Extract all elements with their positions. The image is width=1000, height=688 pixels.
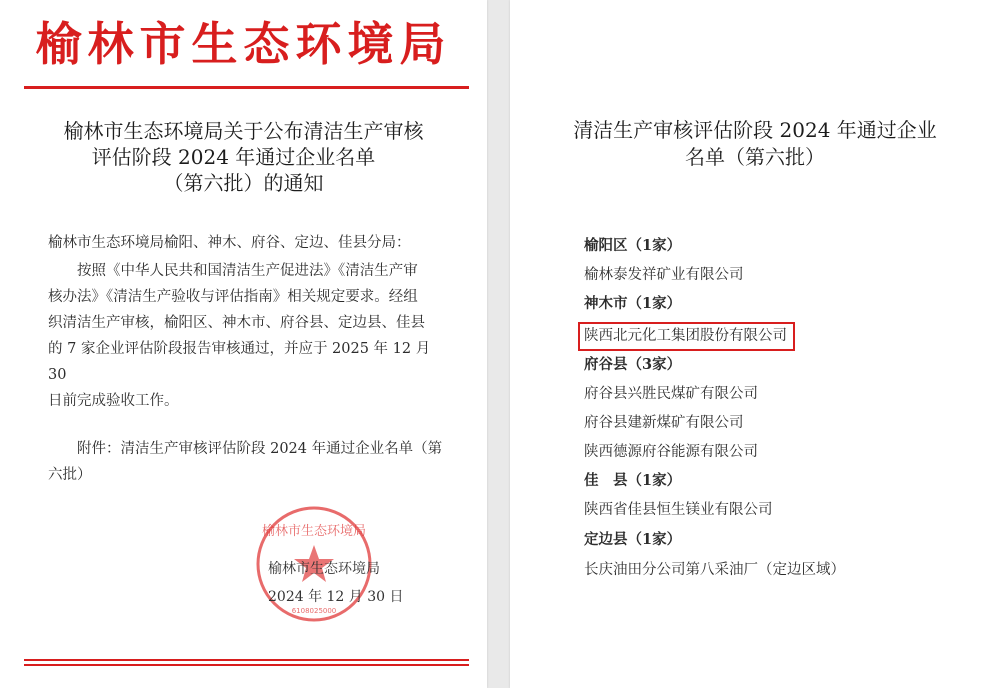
company-item: 府谷县建新煤矿有限公司 <box>584 415 744 431</box>
district-heading: 府谷县（3家） <box>584 356 682 373</box>
company-item: 陕西省佳县恒生镁业有限公司 <box>584 502 773 518</box>
notice-title-line: 榆林市生态环境局关于公布清洁生产审核 <box>63 119 424 143</box>
district-heading: 神木市（1家） <box>584 295 682 312</box>
letterhead: 榆林市生态环境局 <box>35 17 452 71</box>
company-item-highlighted: 陕西北元化工集团股份有限公司 <box>578 322 795 351</box>
body-line: 织清洁生产审核，榆阳区、神木市、府谷县、定边县、佳县 <box>48 315 425 331</box>
addressee: 榆林市生态环境局榆阳、神木、府谷、定边、佳县分局： <box>48 235 411 251</box>
company-item: 府谷县兴胜民煤矿有限公司 <box>584 386 758 402</box>
footer-rule-bottom <box>24 664 469 666</box>
body-line: 核办法》《清洁生产验收与评估指南》相关规定要求。经组 <box>48 289 418 305</box>
list-title-line: 名单（第六批） <box>685 145 825 169</box>
notice-page <box>0 0 487 688</box>
notice-title <box>0 118 487 196</box>
signature: 榆林市生态环境局 <box>268 561 380 577</box>
body-line: 按照《中华人民共和国清洁生产促进法》《清洁生产审 <box>77 263 418 279</box>
letterhead-rule <box>24 86 469 89</box>
list-page <box>510 0 1000 688</box>
body-line: 日前完成验收工作。 <box>48 393 179 409</box>
svg-text:榆林市生态环境局: 榆林市生态环境局 <box>261 524 367 539</box>
company-item: 长庆油田分公司第八采油厂（定边区域） <box>584 562 845 578</box>
svg-text:6108025000: 6108025000 <box>291 607 337 615</box>
attachment-line: 附件：清洁生产审核评估阶段 2024 年通过企业名单（第 <box>77 441 443 457</box>
attachment-line: 六批） <box>48 467 92 483</box>
signature-date: 2024 年 12 月 30 日 <box>268 589 404 605</box>
footer-rule-top <box>24 659 469 661</box>
body-line: 的 7 家企业评估阶段报告审核通过，并应于 2025 年 12 月 30 <box>48 341 431 383</box>
company-item: 陕西德源府谷能源有限公司 <box>584 444 758 460</box>
notice-title-line: （第六批）的通知 <box>163 171 324 195</box>
company-item: 榆林泰发祥矿业有限公司 <box>584 267 744 283</box>
notice-body <box>48 258 448 414</box>
list-title <box>510 117 1000 171</box>
notice-title-line: 评估阶段 2024 年通过企业名单 <box>91 145 376 169</box>
list-title-line: 清洁生产审核评估阶段 2024 年通过企业 <box>573 118 937 142</box>
district-heading: 佳 县（1家） <box>584 472 682 489</box>
district-heading: 榆阳区（1家） <box>584 237 682 254</box>
district-heading: 定边县（1家） <box>584 531 682 548</box>
attachment <box>48 436 448 488</box>
